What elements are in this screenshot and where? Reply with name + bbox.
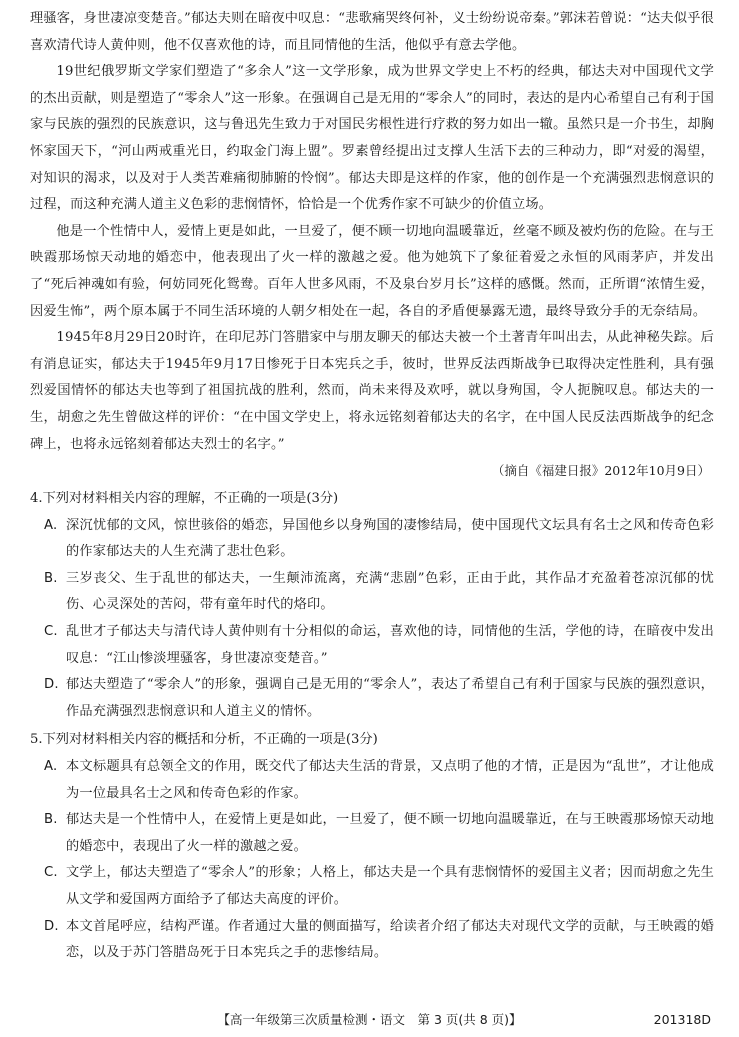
- option-a: A. 深沉忧郁的文风，惊世骇俗的婚恋，异国他乡以身殉国的凄惨结局，使中国现代文坛具有名士之风和传奇色彩的作家郁达夫的人生充满了悲壮色彩。: [44, 517, 714, 560]
- option-c: C. 文学上，郁达夫塑造了“零余人”的形象；人格上，郁达夫是一个具有悲悯情怀的爱国主义者；因而胡愈之先生从文学和爱国两方面给予了郁达夫高度的评价。: [44, 865, 714, 907]
- question-stem: 4.下列对材料相关内容的理解，不正确的一项是(3分): [30, 491, 339, 507]
- article-paragraph: 1945年8月29日20时许，在印尼苏门答腊家中与朋友聊天的郁达夫被一个土著青年叫出去，从此神秘失踪。后有消息证实，郁达夫于1945年9月17日惨死于日本宪兵之手，彼时，世界反法西斯战争已取得决定性胜利，具有强烈爱国情怀的郁达夫也等到了祖国抗战的胜利，然而，尚未来得及欢呼，就以身殉国，令人扼腕叹息。郁达夫的一生，胡愈之先生曾做这样的评价：“在中国文学史上，将永远铭刻着郁达夫的名字，在中国人民反法西斯战争的纪念碑上，也将永远铭刻着郁达夫烈士的名字。”: [30, 330, 714, 452]
- option-d: D. 本文首尾呼应，结构严谨。作者通过大量的侧面描写，给读者介绍了郁达夫对现代文学的贡献，与王映霞的婚恋，以及于苏门答腊岛死于日本宪兵之手的悲惨结局。: [44, 918, 714, 961]
- option-b: B. 三岁丧父、生于乱世的郁达夫，一生颠沛流离，充满“悲剧”色彩，正由于此，其作品才充盈着苍凉沉郁的忧伤、心灵深处的苦闷，带有童年时代的烙印。: [44, 570, 714, 613]
- article-paragraph: 他是一个性情中人，爱情上更是如此，一旦爱了，便不顾一切地向温暖靠近，丝毫不顾及被灼伤的危险。在与王映霞那场惊天动地的婚恋中，他表现出了火一样的激越之爱。他为她筑下了象征着爱之永恒的风雨茅庐，并发出了“死后神魂如有验，何妨同死化鸳鸯。百年人世多风雨，不及泉台岁月长”这样的感慨。然而，正所谓“浓情生爱，因爱生怖”，两个原本属于不同生活环境的人朝夕相处在一起，各自的矛盾便暴露无遗，最终导致分手的无奈结局。: [30, 223, 714, 319]
- article-paragraph: 19世纪俄罗斯文学家们塑造了“多余人”这一文学形象，成为世界文学史上不朽的经典，郁达夫对中国现代文学的杰出贡献，则是塑造了“零余人”这一形象。在强调自己是无用的“零余人”的同时，表达的是内心希望自己有利于国家与民族的强烈的民族意识，这与鲁迅先生致力于对国民劣根性进行疗救的努力如出一辙。虽然只是一介书生，却胸怀家国天下，“河山两戒重光日，约取金门海上盟”。罗素曾经提出过支撑人生活下去的三种动力，即“对爱的渴望，对知识的渴求，以及对于人类苦难痛彻肺腑的怜悯”。郁达夫即是这样的作家，他的创作是一个充满强烈悲悯意识的过程，而这种充满人道主义色彩的悲悯情怀，恰恰是一个优秀作家不可缺少的价值立场。: [30, 64, 714, 213]
- option-d: D. 郁达夫塑造了“零余人”的形象，强调自己是无用的“零余人”，表达了希望自己有利于国家与民族的强烈意识，作品充满强烈悲悯意识和人道主义的情怀。: [44, 677, 714, 719]
- option-a: A. 本文标题具有总领全文的作用，既交代了郁达夫生活的背景，又点明了他的才情，正是因为“乱世”，才让他成为一位最具名士之风和传奇色彩的作家。: [44, 759, 714, 801]
- question-stem: 5.下列对材料相关内容的概括和分析，不正确的一项是(3分): [30, 732, 378, 748]
- article-source: （摘自《福建日报》2012年10月9日）: [491, 463, 710, 479]
- question-4: [30, 486, 714, 725]
- option-b: B. 郁达夫是一个性情中人，在爱情上更是如此，一旦爱了，便不顾一切地向温暖靠近，在与王映霞那场惊天动地的婚恋中，表现出了火一样的激越之爱。: [44, 812, 714, 854]
- footer-code: 201318D: [653, 1012, 711, 1027]
- option-c: C. 乱世才子郁达夫与清代诗人黄仲则有十分相似的命运，喜欢他的诗，同情他的生活，学他的诗，在暗夜中发出叹息：“江山惨淡埋骚客，身世凄凉变楚音。”: [44, 624, 714, 666]
- document-page: [30, 6, 714, 967]
- page-footer: [0, 1008, 739, 1032]
- question-5: [30, 727, 714, 966]
- article-paragraph: 理骚客，身世凄凉变楚音。”郁达夫则在暗夜中叹息：“悲歌痛哭终何补，义士纷纷说帝秦。”郭沫若曾说：“达夫似乎很喜欢清代诗人黄仲则，他不仅喜欢他的诗，而且同情他的生活，他似乎有意去学他。: [30, 11, 714, 53]
- footer-title: 【高一年级第三次质量检测・语文 第 3 页(共 8 页)】: [217, 1012, 522, 1027]
